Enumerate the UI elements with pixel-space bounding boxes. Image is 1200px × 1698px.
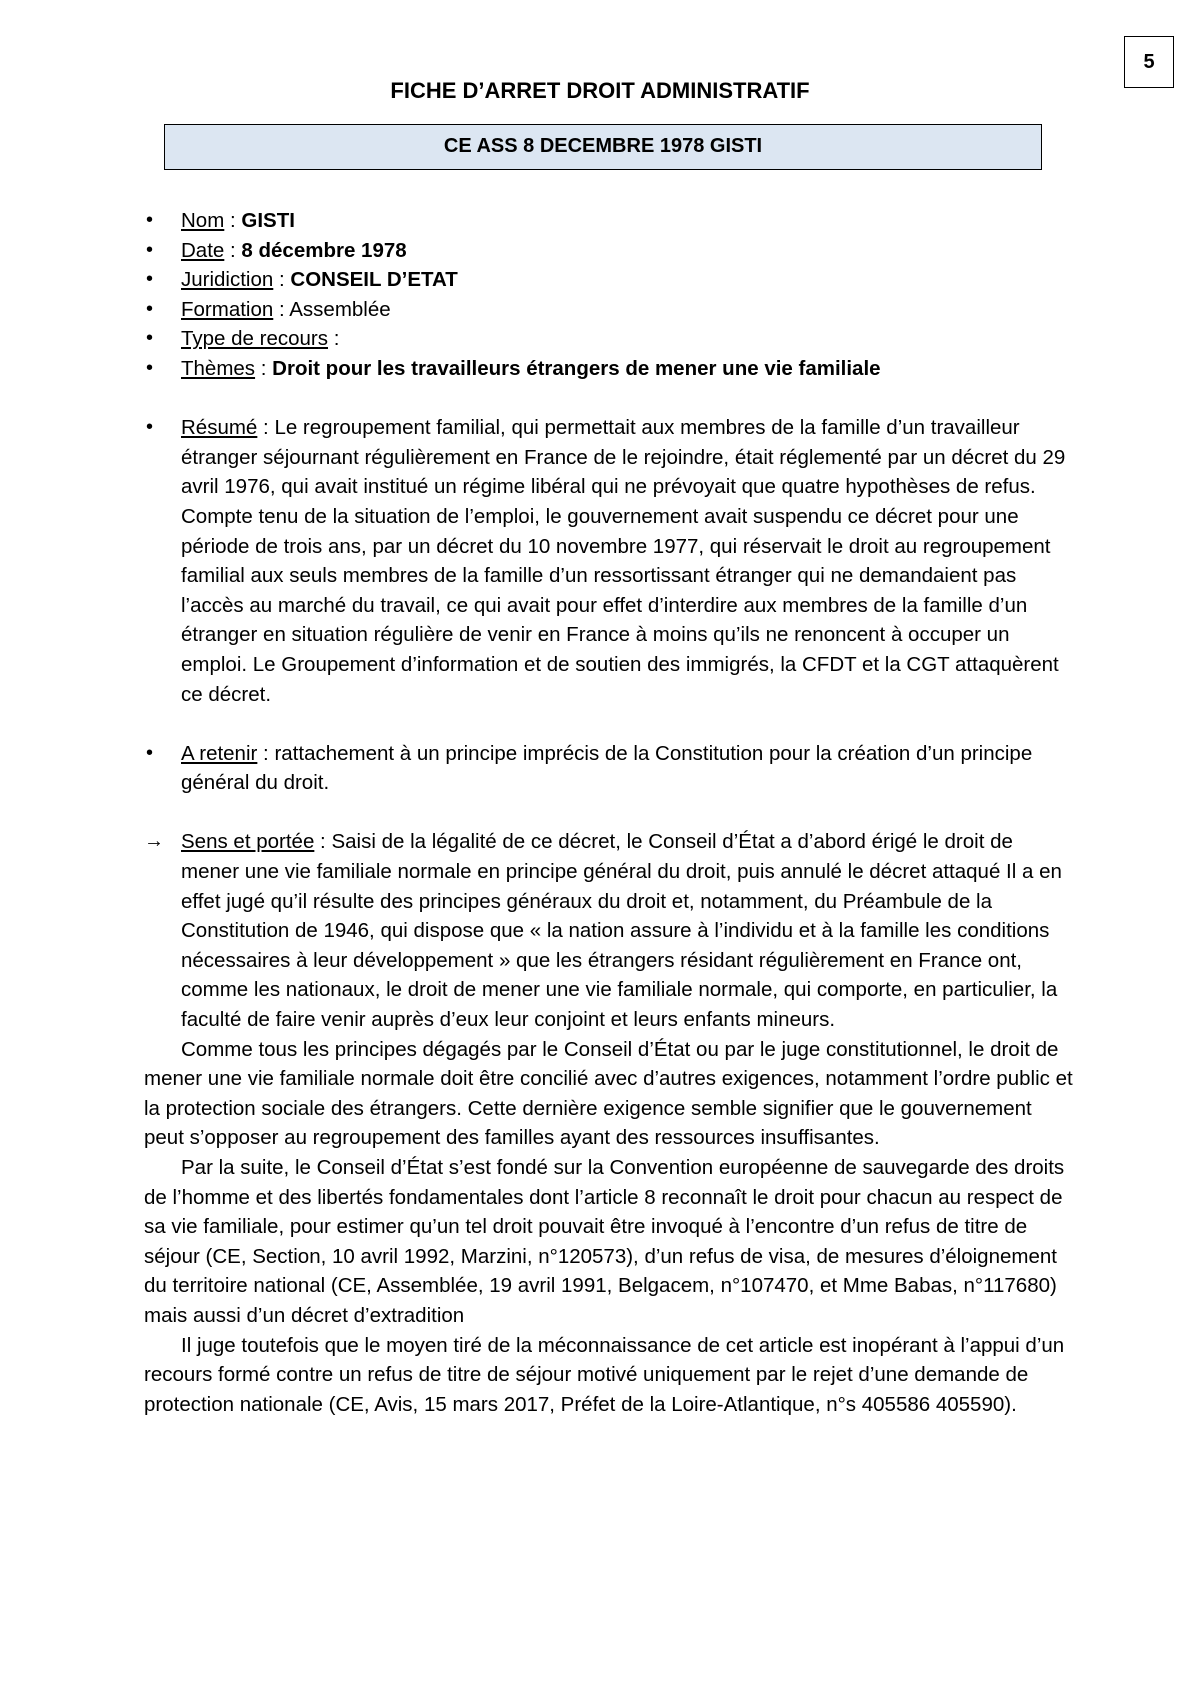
section-text: rattachement à un principe imprécis de la Constitution pour la création d’un principe général du droit. [181, 741, 1033, 795]
field-value: Droit pour les travailleurs étrangers de mener une vie familiale [272, 356, 881, 380]
field-label: Nom [181, 209, 225, 232]
field-type-recours [144, 324, 1074, 354]
field-label: Juridiction [181, 268, 274, 292]
section-label: A retenir [181, 741, 258, 765]
arrow-right-icon: → [144, 830, 164, 853]
section-separator: : [257, 741, 275, 765]
field-label: Formation [181, 297, 274, 321]
field-separator: : [224, 209, 242, 232]
bullet-icon: • [146, 268, 154, 291]
field-themes [144, 354, 1074, 384]
section-separator: : [314, 830, 332, 854]
bullet-icon: • [146, 356, 154, 379]
page-title: FICHE D’ARRET DROIT ADMINISTRATIF [390, 78, 810, 103]
field-value: CONSEIL D’ETAT [290, 268, 458, 292]
field-separator: : [273, 268, 291, 292]
case-reference-box [164, 124, 1042, 170]
case-fields-list [144, 206, 1074, 1035]
bullet-icon: • [146, 297, 154, 320]
section-text: Le regroupement familial, qui permettait aux membres de la famille d’un travailleur étranger séjournant régulièrement en France de le rejoindre, était réglementé par un décret du 29 avril 1976, qui avait institué un régime libéral qui ne prévoyait que quatre hypothèses de refus. Compte tenu de la situation de l’emploi, le gouvernement avait suspendu ce décret pour une période de trois ans, par un décret du 10 novembre 1977, qui réservait le droit au regroupement familial aux seuls membres de la famille d’un ressortissant étranger qui ne demandaient pas l’accès au marché du travail, ce qui avait pour effet d’interdire aux membres de la famille d’un étranger en situation régulière de venir en France à moins qu’ils ne renoncent à occuper un emploi. Le Groupement d’information et de soutien des immigrés, la CFDT et la CGT attaquèrent ce décret. [181, 416, 1066, 706]
case-reference: CE ASS 8 DECEMBRE 1978 GISTI [443, 135, 763, 157]
section-a-retenir [144, 739, 1074, 798]
bullet-icon: • [146, 327, 154, 350]
section-resume [144, 413, 1074, 709]
body-paragraph: Par la suite, le Conseil d’État s’est fondé sur la Convention européenne de sauvegarde des droits de l’homme et des libertés fondamentales dont l’article 8 reconnaît le droit pour chacun au respect de sa vie familiale, pour estimer qu’un tel droit pouvait être invoqué à l’encontre d’un refus de titre de séjour (CE, Section, 10 avril 1992, Marzini, n°120573), d’un refus de visa, de mesures d’éloignement du territoire national (CE, Assemblée, 19 avril 1991, Belgacem, n°107470, et Mme Babas, n°117680) mais aussi d’un décret d’extradition [144, 1156, 1065, 1327]
bullet-icon: • [146, 416, 154, 439]
section-label: Sens et portée [181, 830, 315, 854]
section-separator: : [257, 416, 275, 440]
bullet-icon: • [146, 741, 154, 764]
section-sens-portee [144, 827, 1074, 1034]
bullet-icon: • [146, 209, 154, 231]
field-label: Type de recours [181, 327, 328, 351]
field-juridiction [144, 265, 1074, 295]
section-label: Résumé [181, 416, 258, 440]
field-value: Assemblée [289, 297, 391, 321]
body-paragraph: Comme tous les principes dégagés par le Conseil d’État ou par le juge constitutionnel, le droit de mener une vie familiale normale doit être concilié avec d’autres exigences, notamment l’ordre public et la protection sociale des étrangers. Cette dernière exigence semble signifier que le gouvernement peut s’opposer au regroupement des familles ayant des ressources insuffisantes. [144, 1037, 1073, 1150]
field-value: 8 décembre 1978 [241, 238, 407, 262]
field-date [144, 236, 1074, 266]
field-separator: : [273, 297, 290, 321]
body-paragraph: Il juge toutefois que le moyen tiré de la méconnaissance de cet article est inopérant à l’appui d’un recours formé contre un refus de titre de séjour motivé uniquement par le rejet d’une demande de protection nationale (CE, Avis, 15 mars 2017, Préfet de la Loire-Atlantique, n°s 405586 405590). [144, 1333, 1065, 1416]
document-body [144, 206, 1074, 1419]
field-separator: : [224, 238, 242, 262]
field-value: GISTI [241, 209, 295, 232]
field-separator: : [328, 327, 340, 351]
field-label: Date [181, 238, 225, 262]
field-formation [144, 295, 1074, 325]
page-number: 5 [1124, 36, 1174, 88]
field-nom [144, 206, 1074, 236]
section-text: Saisi de la légalité de ce décret, le Conseil d’État a d’abord érigé le droit de mener une vie familiale normale en principe général du droit, puis annulé le décret attaqué Il a en effet jugé qu’il résulte des principes généraux du droit et, notamment, du Préambule de la Constitution de 1946, qui dispose que « la nation assure à l’individu et à la famille les conditions nécessaires à leur développement » que les étrangers résidant régulièrement en France ont, comme les nationaux, le droit de mener une vie familiale normale, qui comporte, en particulier, la faculté de faire venir auprès d’eux leur conjoint et leurs enfants mineurs. [181, 830, 1062, 1032]
bullet-icon: • [146, 238, 154, 261]
field-label: Thèmes [181, 356, 256, 380]
field-separator: : [255, 356, 273, 380]
